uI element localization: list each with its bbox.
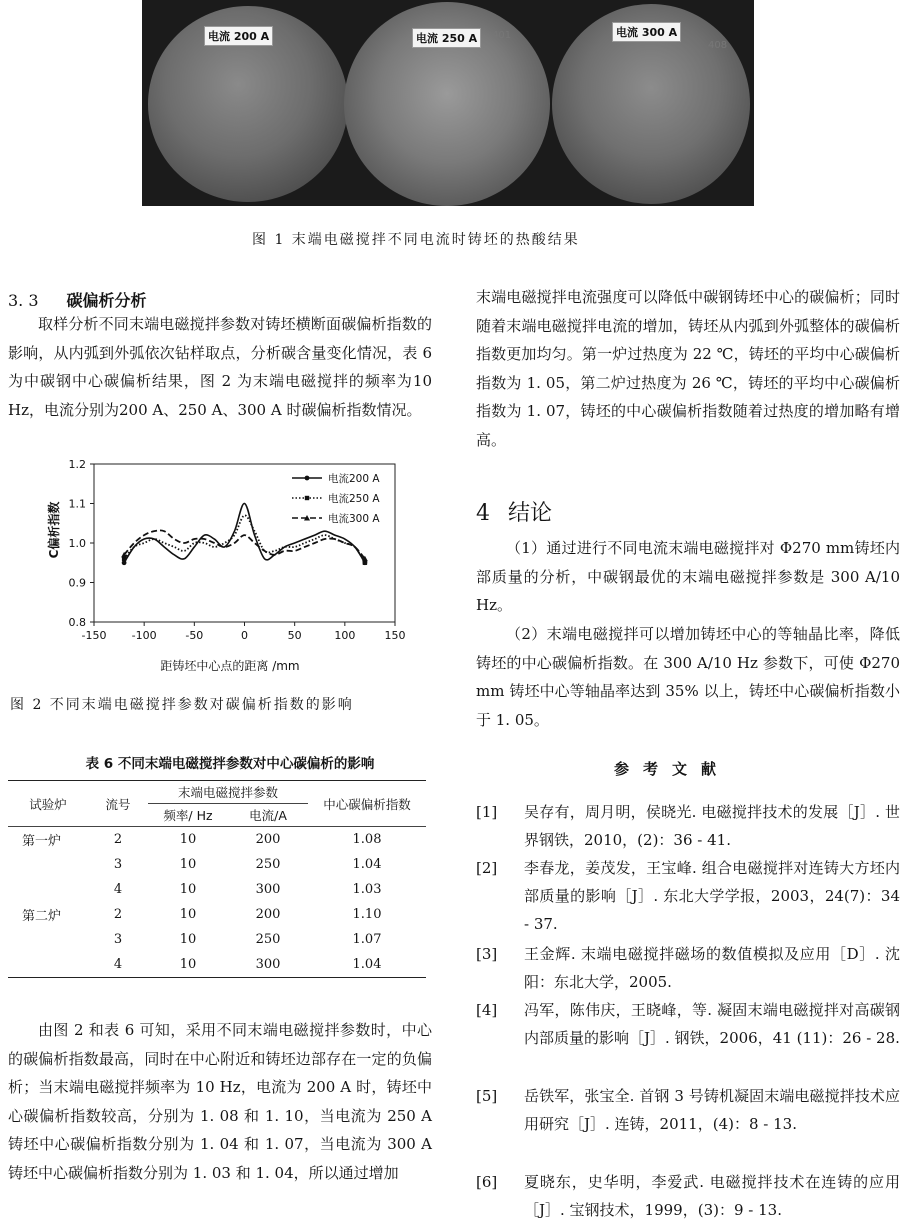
y-tick-label: 1.1 (68, 497, 86, 511)
table6 (8, 780, 426, 978)
header-current: 电流/A (228, 804, 308, 827)
legend-marker (305, 476, 310, 481)
cell-freq: 10 (179, 932, 197, 947)
table-row (8, 952, 426, 978)
figure1-caption: 图 1 末端电磁搅拌不同电流时铸坯的热酸结果 (252, 232, 580, 248)
y-tick-label: 1.0 (68, 537, 86, 550)
cell-furnace: 第二炉 (22, 909, 62, 924)
x-tick-label: 100 (334, 629, 356, 642)
conclusion-title: 结论 (508, 501, 553, 526)
cell-furnace (8, 852, 88, 877)
chart-svg (40, 456, 420, 678)
reference-number: [1] (476, 803, 498, 821)
legend-label: 电流200 A (328, 473, 380, 485)
cell-current: 250 (255, 932, 281, 947)
x-tick-label: 50 (287, 629, 302, 642)
y-tick-label: 0.9 (68, 576, 86, 590)
cell-freq: 10 (179, 857, 197, 872)
cell-index: 1.08 (352, 832, 382, 847)
cell-current: 300 (255, 957, 281, 972)
reference-text: 冯军，陈伟庆，王晓峰，等. 凝固末端电磁搅拌对高碳钢内部质量的影响［J］. 钢铁，2006，41 (11)：26 - 28. (524, 1001, 900, 1048)
billet-label-250a: 电流 250 A (412, 28, 481, 48)
reference-text: 岳铁军，张宝全. 首钢 3 号铸机凝固末端电磁搅拌技术应用研究［J］. 连铸，2011，(4)：8 - 13. (524, 1087, 900, 1134)
x-tick-label: 0 (241, 629, 248, 642)
cell-furnace: 第一炉 (22, 834, 62, 849)
x-axis-label: 距铸坯中心点的距离 /mm (160, 659, 300, 673)
pencil-note-408: 408 (708, 40, 728, 51)
conclusion-paragraph-1: （1）通过进行不同电流末端电磁搅拌对 Φ270 mm铸坯内部质量的分析，中碳钢最优的末端电磁搅拌参数是 300 A/10 Hz。 (476, 539, 900, 615)
y-tick-label: 0.8 (68, 616, 86, 629)
reference-number: [5] (476, 1087, 498, 1105)
section-heading (8, 288, 147, 311)
conclusion-paragraph-2: （2）末端电磁搅拌可以增加铸坯中心的等轴晶比率，降低铸坯的中心碳偏析指数。在 300 A/10 Hz 参数下，可使 Φ270 mm 铸坯中心等轴晶率达到 35% 以上，铸坯中心碳偏析指数小于 1. 05。 (476, 625, 900, 729)
cell-freq: 10 (179, 957, 197, 972)
section-number: 3. 3 (8, 291, 39, 310)
cell-furnace (8, 952, 88, 978)
left-paragraph-2: 由图 2 和表 6 可知，采用不同末端电磁搅拌参数时，中心的碳偏析指数最高，同时在中心附近和铸坯边部存在一定的负偏析；当末端电磁搅拌频率为 10 Hz，电流为 200 A 时，铸坯中心碳偏析指数较高，分别为 1. 08 和 1. 10，当电流为 250 A 铸坯中心碳偏析指数分别为 1. 04 和 1. 07，当电流为 300 A 铸坯中心碳偏析指数分别为 1. 03 和 1. 04，所以通过增加 (8, 1021, 432, 1182)
reference-item (476, 940, 900, 996)
right-paragraph-1: 末端电磁搅拌电流强度可以降低中碳钢铸坯中心的碳偏析；同时随着末端电磁搅拌电流的增加，铸坯从内弧到外弧整体的碳偏析指数更加均匀。第一炉过热度为 22 ℃，铸坯的平均中心碳偏析指数为 1. 05，第二炉过热度为 26 ℃，铸坯的平均中心碳偏析指数为 1. 07，铸坯的中心碳偏析指数随着过热度的增加略有增高。 (476, 288, 900, 449)
table-row (8, 902, 426, 927)
x-tick-label: -100 (131, 629, 157, 642)
legend-marker (305, 496, 309, 500)
billet-label-200a: 电流 200 A (204, 26, 273, 46)
billet-label-300a: 电流 300 A (612, 22, 681, 42)
table-row (8, 877, 426, 902)
cell-current: 200 (255, 832, 281, 847)
reference-number: [2] (476, 859, 498, 877)
cell-freq: 10 (179, 882, 197, 897)
reference-item (476, 1082, 900, 1138)
cell-current: 300 (255, 882, 281, 897)
references-title: 参考文献 (614, 760, 731, 778)
cell-furnace (8, 877, 88, 902)
cell-strand: 2 (113, 832, 123, 847)
reference-number: [6] (476, 1173, 498, 1191)
cell-freq: 10 (179, 832, 197, 847)
table-row (8, 852, 426, 877)
series-line (124, 530, 365, 558)
table-row (8, 827, 426, 853)
legend-label: 电流300 A (328, 513, 380, 525)
pencil-note-401: 401 (492, 30, 512, 41)
cell-index: 1.04 (352, 957, 382, 972)
header-furnace: 试验炉 (8, 781, 88, 827)
table6-title: 表 6 不同末端电磁搅拌参数对中心碳偏析的影响 (85, 756, 375, 772)
reference-number: [3] (476, 945, 498, 963)
data-point (122, 560, 127, 565)
x-tick-label: -150 (81, 629, 107, 642)
x-tick-label: -50 (185, 629, 204, 642)
reference-item (476, 854, 900, 939)
cell-index: 1.03 (352, 882, 382, 897)
figure2-chart (40, 456, 420, 678)
cell-strand: 4 (113, 957, 123, 972)
y-axis-label: C偏析指数 (47, 501, 61, 559)
y-tick-label: 1.2 (68, 458, 86, 471)
cell-current: 250 (255, 857, 281, 872)
cell-freq: 10 (179, 907, 197, 922)
reference-text: 李春龙，姜茂发，王宝峰. 组合电磁搅拌对连铸大方坯内部质量的影响［J］. 东北大学学报，2003，24(7)：34 - 37. (524, 859, 900, 934)
reference-text: 吴存有，周月明，侯晓光. 电磁搅拌技术的发展［J］. 世界钢铁，2010，(2)：36 - 41. (524, 803, 900, 850)
reference-item (476, 996, 900, 1052)
header-params: 末端电磁搅拌参数 (148, 781, 308, 804)
figure1-photo (142, 0, 754, 206)
reference-text: 夏晓东，史华明，李爱武. 电磁搅拌技术在连铸的应用［J］. 宝钢技术，1999，(3)：9 - 13. (524, 1173, 900, 1220)
reference-item (476, 1168, 900, 1224)
x-tick-label: 150 (384, 629, 406, 642)
header-index: 中心碳偏析指数 (308, 781, 426, 827)
conclusion-number: 4 (476, 501, 490, 526)
left-paragraph-1: 取样分析不同末端电磁搅拌参数对铸坯横断面碳偏析指数的影响，从内弧到外弧依次钻样取点，分析碳含量变化情况，表 6 为中碳钢中心碳偏析结果，图 2 为末端电磁搅拌的频率为10 Hz，电流分别为200 A、250 A、300 A 时碳偏析指数情况。 (8, 315, 432, 419)
legend-label: 电流250 A (328, 493, 380, 505)
cell-furnace (8, 927, 88, 952)
section-title: 碳偏析分析 (66, 291, 147, 310)
cell-strand: 4 (113, 882, 123, 897)
cell-current: 200 (255, 907, 281, 922)
cell-index: 1.04 (352, 857, 382, 872)
cell-strand: 2 (113, 907, 123, 922)
header-strand: 流号 (88, 781, 148, 827)
cell-strand: 3 (113, 932, 123, 947)
cell-index: 1.10 (352, 907, 382, 922)
reference-text: 王金辉. 末端电磁搅拌磁场的数值模拟及应用［D］. 沈阳：东北大学，2005. (524, 945, 900, 992)
figure2-caption: 图 2 不同末端电磁搅拌参数对碳偏析指数的影响 (10, 697, 354, 713)
cell-index: 1.07 (352, 932, 382, 947)
header-freq: 频率/ Hz (148, 804, 228, 827)
conclusion-heading (476, 496, 552, 527)
cell-strand: 3 (113, 857, 123, 872)
reference-number: [4] (476, 1001, 498, 1019)
table-row (8, 927, 426, 952)
reference-item (476, 798, 900, 854)
